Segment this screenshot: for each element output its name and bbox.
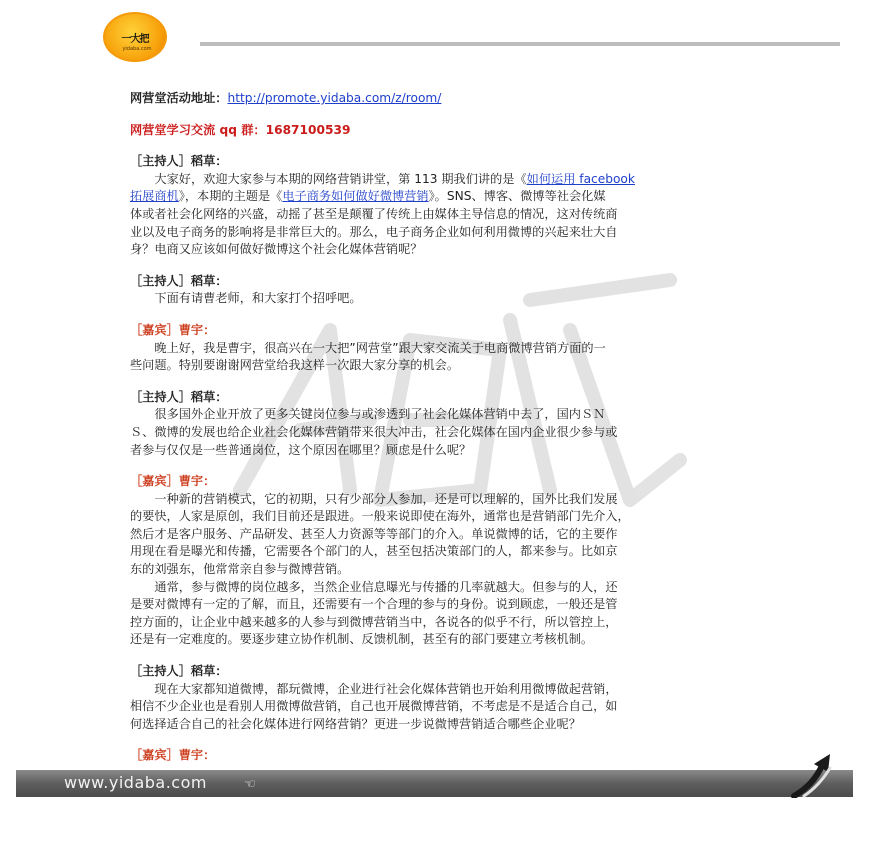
guest-speaker-label: ［嘉宾］曹宇： <box>130 748 216 763</box>
activity-address-line <box>130 90 742 108</box>
paragraph-line <box>130 357 742 375</box>
paragraph-line <box>130 290 742 308</box>
text-run: 东的刘强东，他常常亲自参与微博营销。 <box>130 562 350 577</box>
guest-speaker-label: ［嘉宾］曹宇： <box>130 474 216 489</box>
paragraph-line <box>130 561 742 579</box>
text-run: 一种新的营销模式，它的初期，只有少部分人参加，还是可以理解的，国外比我们发展 <box>154 491 618 506</box>
paragraph-line <box>130 579 742 597</box>
text-run: 何选择适合自己的社会化媒体进行网络营销？更进一步说微博营销适合哪些企业呢？ <box>130 716 581 731</box>
text-run: 的要快，人家是原创，我们目前还是跟进。一般来说即使在海外，通常也是营销部门先介入， <box>130 509 630 524</box>
text-run: 下面有请曹老师，和大家打个招呼吧。 <box>154 291 362 306</box>
text-run: 还是有一定难度的。要逐步建立协作机制、反馈机制，甚至有的部门要建立考核机制。 <box>130 632 594 647</box>
text-run: 很多国外企业开放了更多关键岗位参与或渗透到了社会化媒体营销中去了，国内ＳＮ <box>154 407 606 422</box>
paragraph-line <box>130 631 742 649</box>
text-run: 业以及电子商务的影响将是非常巨大的。那么，电子商务企业如何利用微博的兴起来壮大自 <box>130 224 618 239</box>
host-speaker-label: ［主持人］稻草： <box>130 273 228 288</box>
header-divider <box>200 42 840 46</box>
address-label: 网营堂活动地址： <box>130 91 228 105</box>
host-speaker-label: ［主持人］稻草： <box>130 389 228 404</box>
text-run: 晚上好，我是曹宇，很高兴在一大把”网营堂”跟大家交流关于电商微博营销方面的一 <box>154 340 606 355</box>
inline-link[interactable]: 电子商务如何做好微博营销 <box>282 189 429 204</box>
paragraph-line <box>130 188 742 206</box>
text-run: 》。SNS、博客、微博等社会化媒 <box>428 189 606 204</box>
text-run: 然后才是客户服务、产品研发、甚至人力资源等等部门的介入。单说微博的话，它的主要作 <box>130 526 618 541</box>
logo-subtext: yidaba.com <box>122 46 152 52</box>
paragraph-line <box>130 681 742 699</box>
paragraph-line <box>130 543 742 561</box>
text-run: 现在大家都知道微博，都玩微博，企业进行社会化媒体营销也开始利用微博做起营销， <box>154 681 618 696</box>
paragraph-line <box>130 224 742 242</box>
paragraph-line <box>130 406 742 424</box>
text-run: 相信不少企业也是看别人用微博做营销，自己也开展微博营销，不考虑是不是适合自己，如 <box>130 699 618 714</box>
paragraph-line <box>130 508 742 526</box>
document-body <box>130 90 742 765</box>
dialogue-sections <box>130 153 742 765</box>
paragraph-line <box>130 340 742 358</box>
text-run: 》，本期的主题是《 <box>178 189 283 204</box>
text-run: 身？电商又应该如何做好微博这个社会化媒体营销呢？ <box>130 242 423 257</box>
address-link[interactable]: http://promote.yidaba.com/z/room/ <box>227 91 442 105</box>
paragraph-line <box>130 241 742 259</box>
text-run: 大家好，欢迎大家参与本期的网络营销讲堂，第 113 期我们讲的是《 <box>154 171 527 186</box>
text-run: 通常，参与微博的岗位越多，当然企业信息曝光与传播的几率就越大。但参与的人，还 <box>154 579 618 594</box>
footer-url[interactable]: www.yidaba.com <box>64 773 207 792</box>
text-run: 是要对微博有一定的了解，而且，还需要有一个合理的参与的身份。说到顾虑，一般还是管 <box>130 597 618 612</box>
inline-link[interactable]: 如何运用 facebook <box>526 171 635 186</box>
qq-group-line: 网营堂学习交流 qq 群：1687100539 <box>130 122 351 137</box>
paragraph-line <box>130 614 742 632</box>
paragraph-line <box>130 424 742 442</box>
host-speaker-label: ［主持人］稻草： <box>130 154 228 169</box>
guest-speaker-label: ［嘉宾］曹宇： <box>130 322 216 337</box>
paragraph-line <box>130 596 742 614</box>
paragraph-line <box>130 526 742 544</box>
text-run: 用现在看是曝光和传播，它需要各个部门的人，甚至包括决策部门的人，都来参与。比如京 <box>130 544 618 559</box>
paragraph-line <box>130 442 742 460</box>
inline-link[interactable]: 拓展商机 <box>130 189 179 204</box>
paragraph-line <box>130 716 742 734</box>
paragraph-line <box>130 171 742 189</box>
text-run: 些问题。特别要谢谢网营堂给我这样一次跟大家分享的机会。 <box>130 358 460 373</box>
paragraph-line <box>130 698 742 716</box>
text-run: Ｓ、微博的发展也给企业社会化媒体营销带来很大冲击，社会化媒体在国内企业很少参与或 <box>130 424 618 439</box>
paragraph-line <box>130 491 742 509</box>
cursor-hand-icon: ☜ <box>244 777 256 792</box>
paragraph-line <box>130 206 742 224</box>
growth-arrow-icon <box>790 752 842 798</box>
footer-bar <box>16 770 853 797</box>
text-run: 者参与仅仅是一些普通岗位，这个原因在哪里？顾虑是什么呢？ <box>130 442 472 457</box>
logo-text: 一大把 <box>121 34 149 45</box>
host-speaker-label: ［主持人］稻草： <box>130 664 228 679</box>
text-run: 控方面的，让企业中越来越多的人参与到微博营销当中，各说各的似乎不行，所以管控上， <box>130 614 618 629</box>
text-run: 体或者社会化网络的兴盛，动摇了甚至是颠覆了传统上由媒体主导信息的情况，这对传统商 <box>130 206 618 221</box>
